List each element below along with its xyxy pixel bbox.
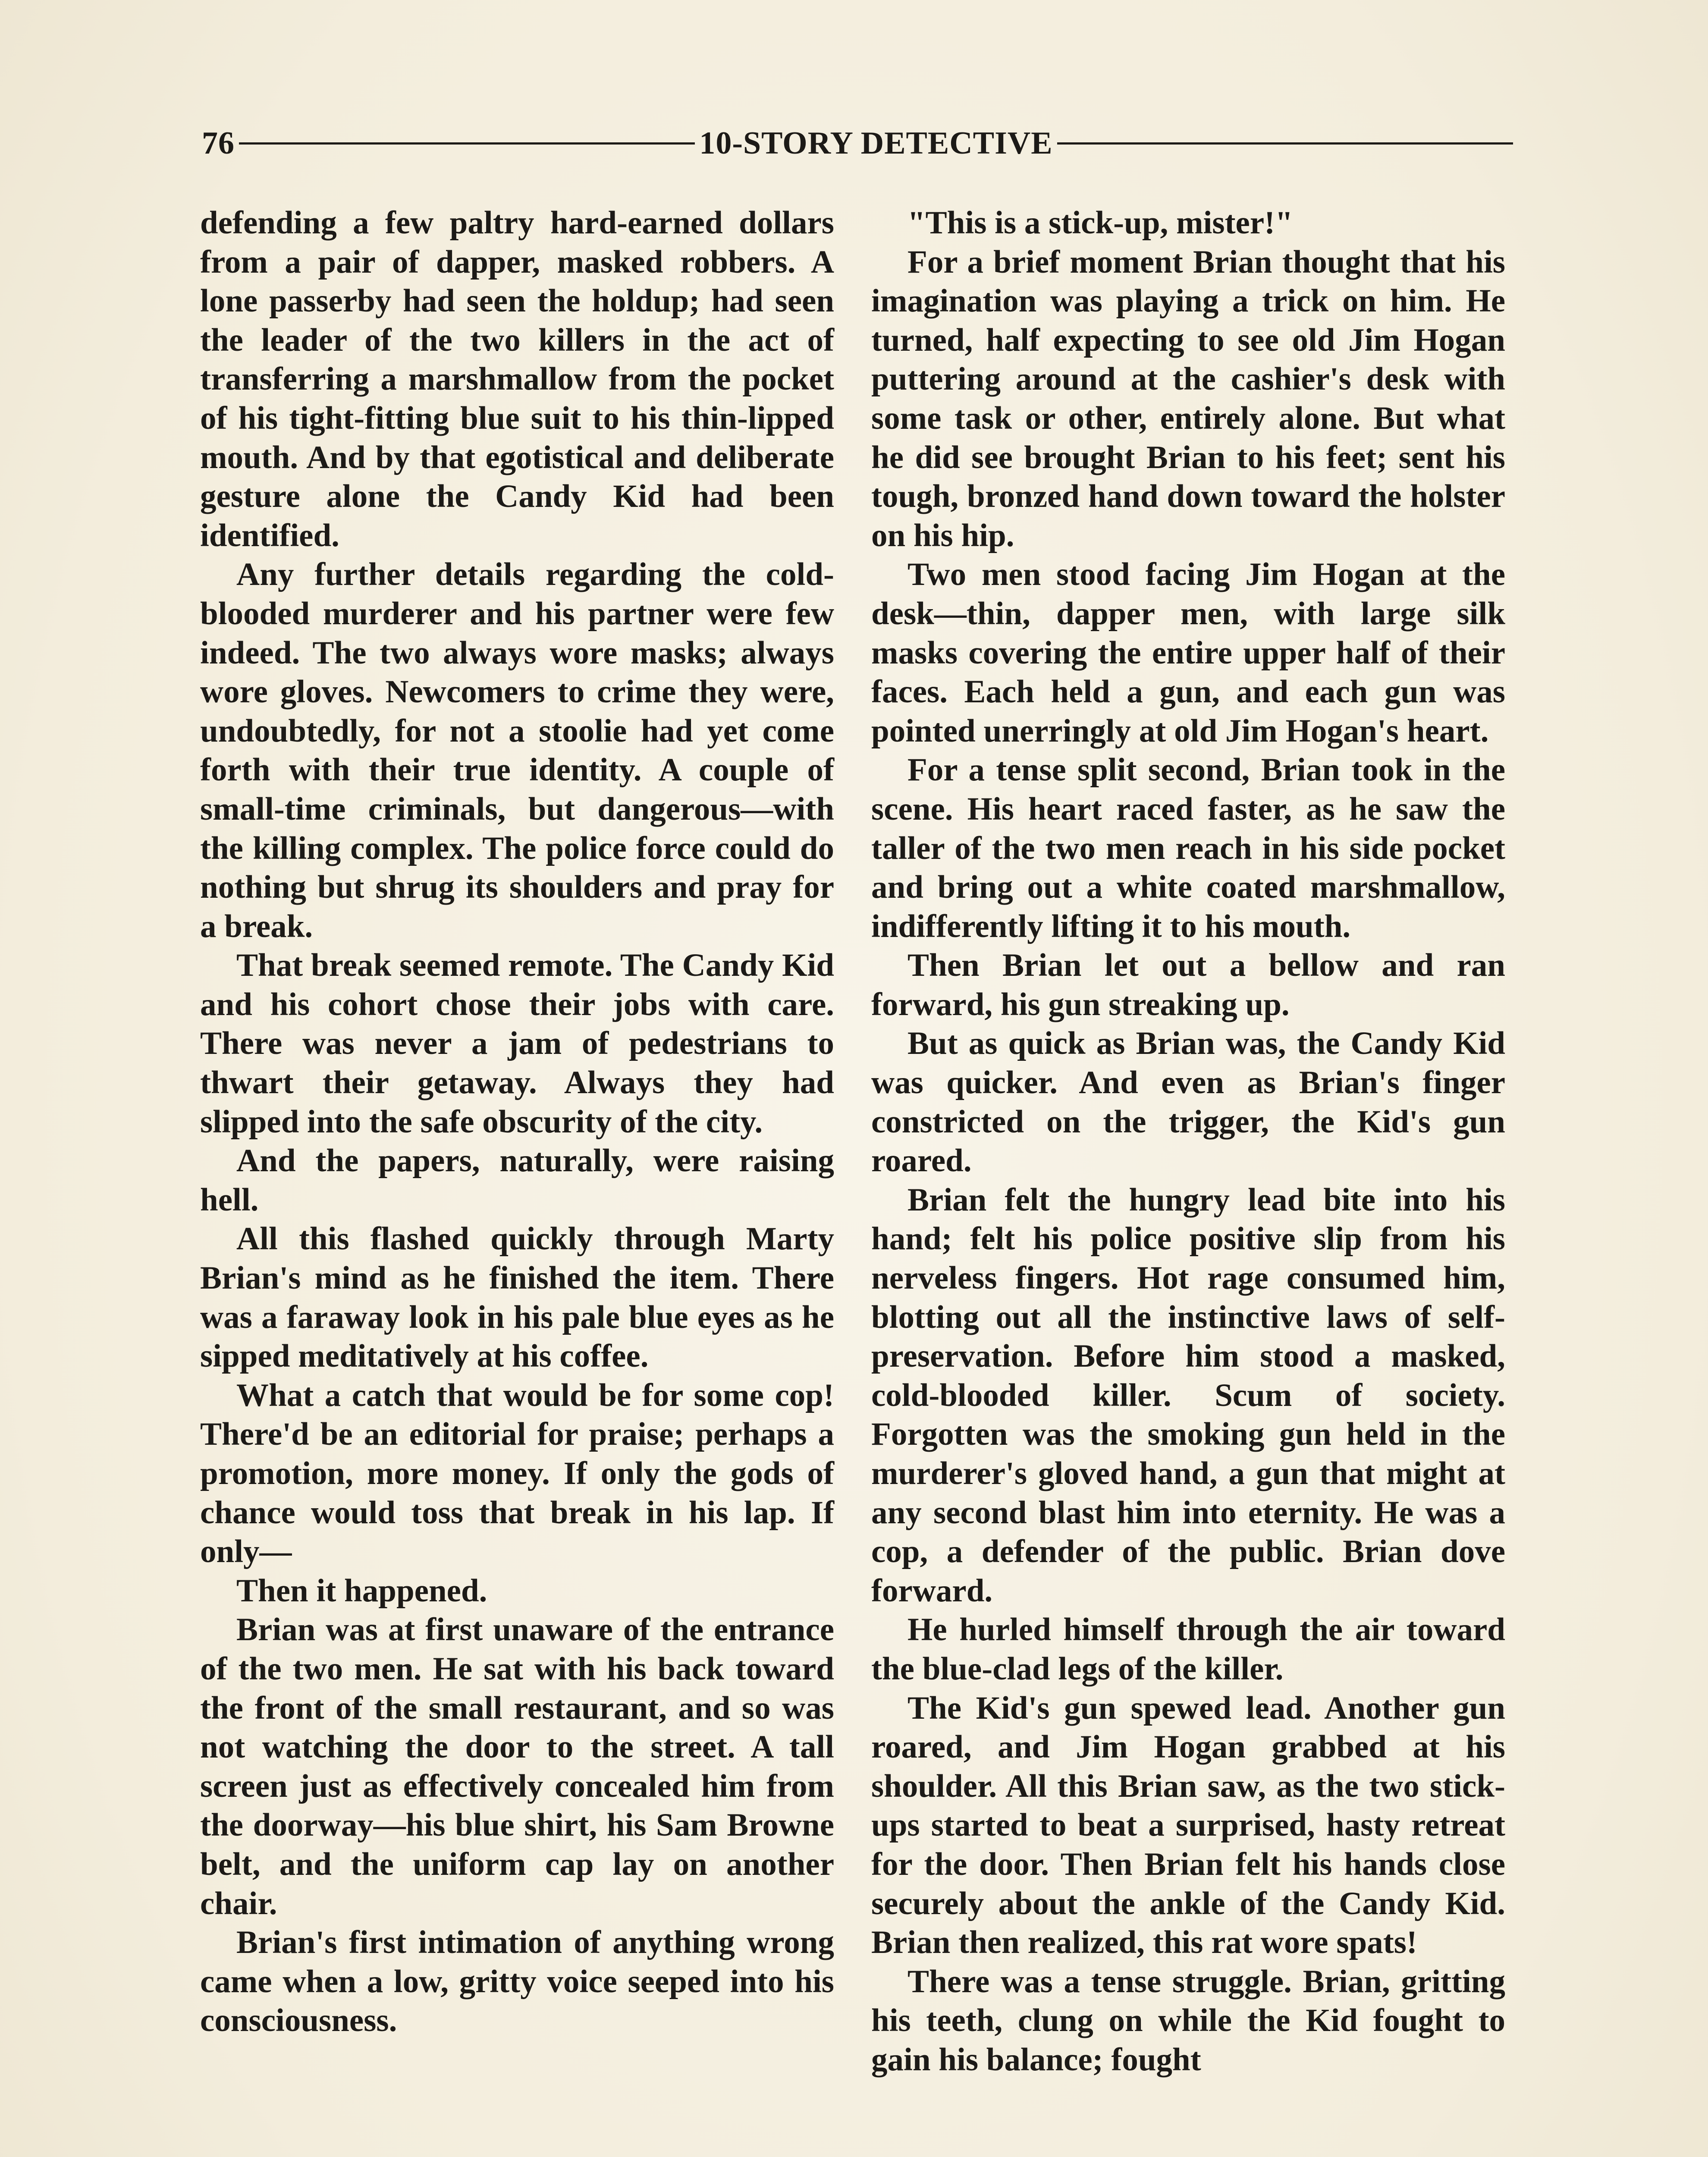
paragraph: Then Brian let out a bellow and ran forward, his gun streaking up. [871, 947, 1505, 1022]
paragraph: He hurled himself through the air toward the blue-clad legs of the killer. [871, 1612, 1505, 1687]
running-header [202, 122, 1513, 165]
header-rule-left [239, 142, 695, 145]
paragraph: Brian's first intimation of anything wrong came when a low, gritty voice seeped into his consciousness. [200, 1924, 834, 2039]
paragraph: defending a few paltry hard-earned dollars from a pair of dapper, masked robbers. A lone passerby had seen the holdup; had seen the leader of the two killers in the act of transferring a marshmallow from the pocket of his tight-fitting blue suit to his thin-lipped mouth. And by that egotistical and deliberate gesture alone the Candy Kid had been identified. [200, 205, 834, 553]
magazine-title: 10-STORY DETECTIVE [699, 125, 1053, 161]
paragraph: Then it happened. [236, 1572, 487, 1609]
paragraph: Two men stood facing Jim Hogan at the desk—thin, dapper men, with large silk masks covering the entire upper half of their faces. Each held a gun, and each gun was pointed unerringly at old Jim Hogan's heart. [871, 557, 1505, 749]
paragraph: What a catch that would be for some cop! There'd be an editorial for praise; perhaps a promotion, more money. If only the gods of chance would toss that break in his lap. If only— [200, 1377, 834, 1570]
page-number: 76 [202, 125, 235, 161]
paragraph: All this flashed quickly through Marty Brian's mind as he finished the item. There was a faraway look in his pale blue eyes as he sipped meditatively at his coffee. [200, 1221, 834, 1374]
paragraph: Any further details regarding the cold-blooded murderer and his partner were few indeed. The two always wore masks; always wore gloves. Newcomers to crime they were, undoubtedly, for not a stoolie had yet come forth with their true identity. A couple of small-time criminals, but dangerous—with the killing complex. The police force could do nothing but shrug its shoulders and pray for a break. [200, 557, 834, 944]
paragraph: There was a tense struggle. Brian, gritting his teeth, clung on while the Kid fought to gain his balance; fought [871, 1963, 1505, 2078]
paragraph: But as quick as Brian was, the Candy Kid was quicker. And even as Brian's finger constricted on the trigger, the Kid's gun roared. [871, 1025, 1505, 1179]
left-column [200, 204, 834, 2041]
paragraph: Brian felt the hungry lead bite into his hand; felt his police positive slip from his nerveless fingers. Hot rage consumed him, blotting out all the instinctive laws of self-preservation. Before him stood a masked, cold-blooded killer. Scum of society. Forgotten was the smoking gun held in the murderer's gloved hand, a gun that might at any second blast him into eternity. He was a cop, a defender of the public. Brian dove forward. [871, 1182, 1505, 1609]
paragraph: The Kid's gun spewed lead. Another gun roared, and Jim Hogan grabbed at his shoulder. All this Brian saw, as the two stick-ups started to beat a surprised, hasty retreat for the door. Then Brian felt his hands close securely about the ankle of the Candy Kid. Brian then realized, this rat wore spats! [871, 1690, 1505, 1961]
paragraph: And the papers, naturally, were raising hell. [200, 1143, 834, 1218]
paragraph: Brian was at first unaware of the entrance of the two men. He sat with his back toward the front of the small restaurant, and so was not watching the door to the street. A tall screen just as effectively concealed him from the doorway—his blue shirt, his Sam Browne belt, and the uniform cap lay on another chair. [200, 1612, 834, 1921]
paragraph: For a brief moment Brian thought that his imagination was playing a trick on him. He turned, half expecting to see old Jim Hogan puttering around at the cashier's desk with some task or other, entirely alone. But what he did see brought Brian to his feet; sent his tough, bronzed hand down toward the holster on his hip. [871, 244, 1505, 553]
header-rule-right [1057, 142, 1513, 145]
paragraph: "This is a stick-up, mister!" [907, 205, 1293, 241]
right-column [871, 204, 1505, 2080]
paragraph: That break seemed remote. The Candy Kid and his cohort chose their jobs with care. There was never a jam of pedestrians to thwart their getaway. Always they had slipped into the safe obscurity of the city. [200, 947, 834, 1140]
paragraph: For a tense split second, Brian took in the scene. His heart raced faster, as he saw the taller of the two men reach in his side pocket and bring out a white coated marshmallow, indifferently lifting it to his mouth. [871, 752, 1505, 944]
